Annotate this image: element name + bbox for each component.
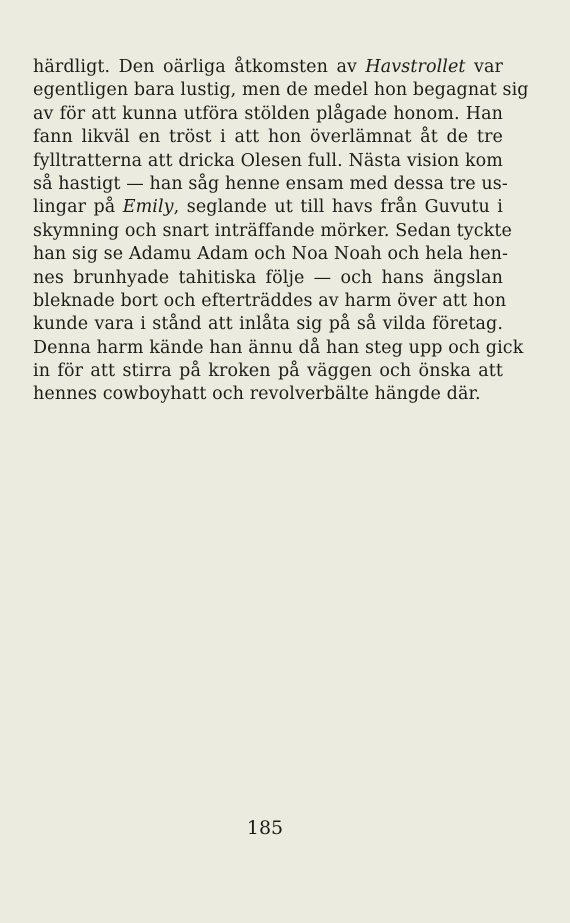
italic-ship-name: Emily — [122, 197, 174, 218]
text-run: Denna harm kände han ännu då han steg upp och gick — [33, 337, 524, 358]
text-run: fylltratterna att dricka Olesen full. Nästa vision kom — [33, 150, 503, 171]
text-run: , seglande ut till havs från Guvutu i — [173, 197, 504, 218]
text-run: in för att stirra på kroken på väggen och önska att — [33, 361, 503, 382]
text-line — [33, 313, 503, 336]
text-run: hennes cowboyhatt och revolverbälte hängde där. — [33, 384, 481, 405]
text-run: av för att kunna utföra stölden plågade honom. Han — [33, 103, 503, 124]
text-line — [33, 360, 503, 383]
text-line — [33, 337, 524, 360]
text-line — [33, 383, 503, 406]
italic-title: Havstrollet — [365, 57, 466, 77]
text-line — [33, 173, 508, 196]
text-run: han sig se Adamu Adam och Noa Noah och hela hen- — [33, 244, 509, 265]
text-run: kunde vara i stånd att inlåta sig på så vilda företag. — [33, 314, 503, 335]
text-line — [33, 79, 529, 102]
body-text — [33, 56, 529, 407]
text-run: bleknade bort och efterträddes av harm över att hon — [33, 290, 507, 311]
text-run: var — [465, 57, 503, 77]
text-line — [33, 196, 503, 219]
text-line — [33, 150, 503, 173]
text-run: lingar på — [33, 197, 123, 218]
text-line — [33, 290, 507, 313]
page-number: 185 — [246, 817, 284, 839]
text-line — [33, 126, 503, 149]
text-line — [33, 243, 509, 266]
text-line — [33, 267, 503, 290]
text-run: härdligt. Den oärliga åtkomsten av — [33, 57, 366, 77]
text-line — [33, 56, 503, 79]
text-run: fann likväl en tröst i att hon överlämnat åt de tre — [33, 127, 503, 148]
text-line — [33, 220, 512, 243]
text-run: skymning och snart inträffande mörker. Sedan tyckte — [33, 220, 512, 241]
text-run: nes brunhyade tahitiska följe — och hans ängslan — [33, 267, 503, 288]
text-run: egentligen bara lustig, men de medel hon begagnat sig — [33, 80, 529, 101]
text-line — [33, 103, 503, 126]
text-run: så hastigt — han såg henne ensam med dessa tre us- — [33, 173, 508, 194]
